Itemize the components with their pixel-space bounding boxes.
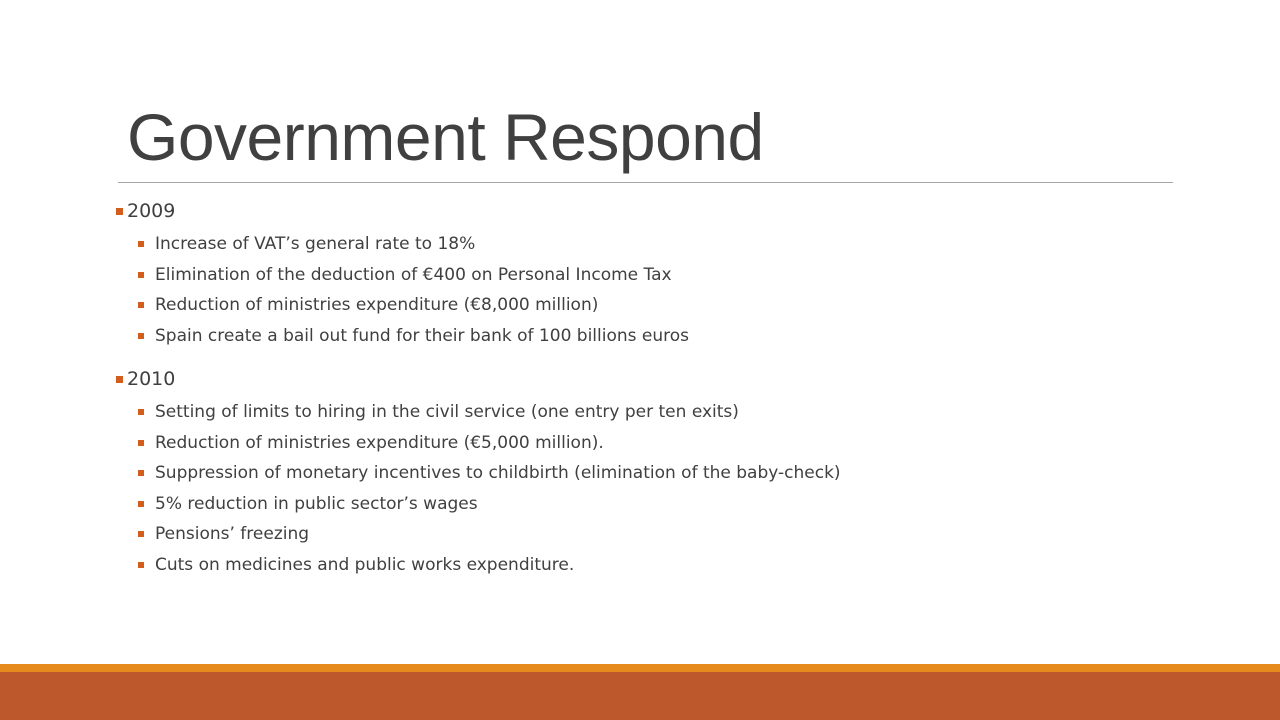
square-bullet-icon bbox=[116, 376, 123, 383]
footer-band bbox=[0, 672, 1280, 720]
square-bullet-icon bbox=[138, 333, 144, 339]
square-bullet-icon bbox=[116, 208, 123, 215]
square-bullet-icon bbox=[138, 470, 144, 476]
section-heading bbox=[116, 199, 689, 223]
square-bullet-icon bbox=[138, 409, 144, 415]
section-heading-text: 2009 bbox=[127, 200, 176, 222]
list-item bbox=[138, 260, 689, 291]
list-item-text: 5% reduction in public sector’s wages bbox=[155, 493, 478, 514]
list-item bbox=[138, 550, 841, 581]
square-bullet-icon bbox=[138, 501, 144, 507]
title-divider bbox=[118, 182, 1173, 183]
list-item bbox=[138, 428, 841, 459]
list-item bbox=[138, 519, 841, 550]
slide-title: Government Respond bbox=[127, 100, 764, 174]
list-item-text: Reduction of ministries expenditure (€5,000 million). bbox=[155, 432, 604, 453]
square-bullet-icon bbox=[138, 440, 144, 446]
list-item-text: Reduction of ministries expenditure (€8,000 million) bbox=[155, 295, 599, 316]
footer-accent-stripe bbox=[0, 664, 1280, 672]
list-item-text: Suppression of monetary incentives to childbirth (elimination of the baby-check) bbox=[155, 463, 841, 484]
square-bullet-icon bbox=[138, 272, 144, 278]
list-item-text: Pensions’ freezing bbox=[155, 524, 310, 545]
list-item bbox=[138, 229, 689, 260]
list-item-text: Cuts on medicines and public works expenditure. bbox=[155, 554, 575, 575]
list-item-text: Spain create a bail out fund for their bank of 100 billions euros bbox=[155, 325, 690, 346]
list-item-text: Setting of limits to hiring in the civil service (one entry per ten exits) bbox=[155, 402, 739, 423]
square-bullet-icon bbox=[138, 531, 144, 537]
bullet-list bbox=[138, 397, 841, 580]
list-item-text: Elimination of the deduction of €400 on Personal Income Tax bbox=[155, 264, 672, 285]
list-item bbox=[138, 458, 841, 489]
square-bullet-icon bbox=[138, 241, 144, 247]
list-item bbox=[138, 489, 841, 520]
list-item-text: Increase of VAT’s general rate to 18% bbox=[155, 234, 476, 255]
list-item bbox=[138, 290, 689, 321]
section-heading-text: 2010 bbox=[127, 368, 176, 390]
section-2010 bbox=[116, 367, 841, 580]
section-heading bbox=[116, 367, 841, 391]
square-bullet-icon bbox=[138, 302, 144, 308]
bullet-list bbox=[138, 229, 689, 351]
square-bullet-icon bbox=[138, 562, 144, 568]
list-item bbox=[138, 397, 841, 428]
section-2009 bbox=[116, 199, 689, 351]
list-item bbox=[138, 321, 689, 352]
